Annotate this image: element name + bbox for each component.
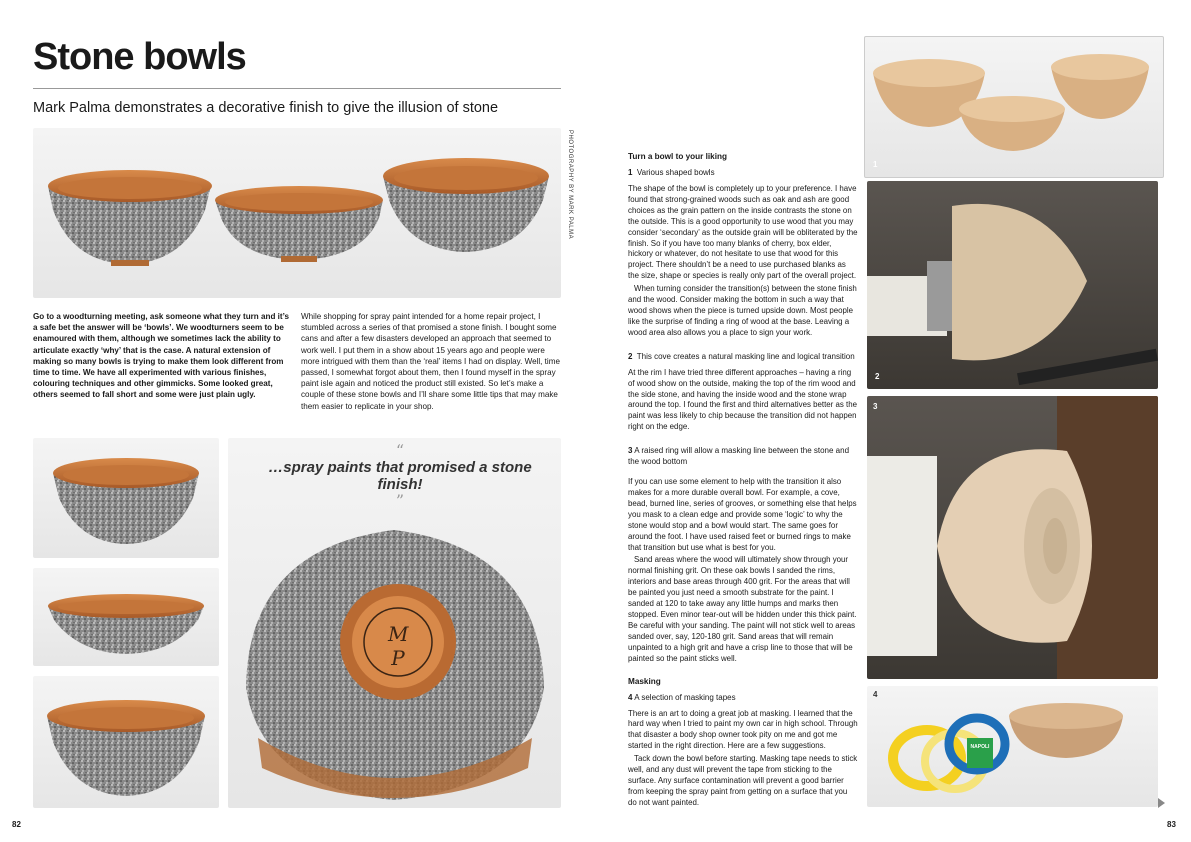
photo-4-masking-tapes (867, 686, 1158, 807)
hero-photo-three-bowls (33, 128, 561, 298)
photo-1-number: 1 (873, 160, 878, 169)
paragraph-transition: When turning consider the transition(s) between the stone finish and the wood. Consider making the bottom in such a way that wood shows when the piece is turned upside down. Most people like the surprise of finding a ring of wood at the base. Leaving a wood area also allows you a place to sign your work. (628, 284, 857, 337)
right-text-column (628, 152, 858, 811)
caption-4 (628, 692, 858, 703)
article-subtitle: Mark Palma demonstrates a decorative finish to give the illusion of stone (33, 100, 499, 116)
paragraph-rim: At the rim I have tried three different approaches – having a ring of wood show on the outside, making the top of the rim wood and the side stone, and having the inside wood and the stone wrap around the top. I found the first and third alternatives better as the paint was less likely to chip because the transition did not happen right on the edge. (628, 367, 857, 432)
caption-2-text: This cove creates a natural masking line and logical transition (636, 351, 855, 361)
page-number-right: 83 (1167, 820, 1176, 829)
photo-3-lathe-raised-ring (867, 396, 1158, 679)
heading-turn-bowl: Turn a bowl to your liking (628, 152, 728, 161)
caption-1-number: 1 (628, 168, 633, 177)
bowl-middle (215, 186, 383, 262)
photo-4-number: 4 (873, 690, 878, 699)
paragraph-tack: Tack down the bowl before starting. Masking tape needs to stick well, and any dust will prevent the tape from sticking to the surface. Any surface contamination will prevent a good barrier from keeping the spray paint from getting on a surface that you do not want painted. (628, 754, 858, 807)
caption-3-text: A raised ring will allow a masking line between the stone and the wood bottom (628, 446, 850, 467)
caption-4-text: A selection of masking tapes (634, 692, 736, 702)
bowl-left (48, 170, 212, 266)
caption-2 (628, 351, 858, 362)
continue-arrow-icon (1158, 798, 1165, 808)
bowl-photo-small-1 (33, 438, 219, 558)
article-title: Stone bowls (33, 36, 246, 78)
pull-quote-text: …spray paints that promised a stone finish! (268, 459, 532, 493)
paragraph-masking-art: There is an art to doing a great job at masking. I learned that the hard way when I tried to paint my own car in high school. Through that disaster a body shop owner took pity on me and got me started in the right direction. Here are a few suggestions. (628, 708, 858, 751)
pull-quote (250, 443, 550, 509)
paragraph-shape: The shape of the bowl is completely up to your preference. I have found that strong-grained woods such as oak and ash are good choices as the grain pattern on the inside contrasts the stone on the outside. This is a good opportunity to use wood that you may consider ‘secondary’ as the outside grain will be obliterated by the finish. So if you have too many blanks of cherry, box elder, hickory or whatever, do not hesitate to use that wood for this project. There shouldn’t be a need to use purchased blanks as the size, shape or species is really only part of the overall project. (628, 184, 858, 281)
caption-2-number: 2 (628, 351, 633, 361)
caption-3-number: 3 (628, 446, 633, 456)
intro-paragraph: Go to a woodturning meeting, ask someone what they turn and it’s a safe bet the answer will be ‘bowls’. We woodturners seem to be enamoured with them, although we sometimes lack the ability to articulate exactly ‘why’ that is the case. A natural extension of making so many bowls is trying to make them look different from time to time. We have all experimented with various finishes, colouring techniques and other gimmicks. Some looked great, others seemed to fall short and some were just plain ugly. (33, 312, 290, 400)
bowl-right (383, 158, 549, 252)
bowl-photo-small-3 (33, 676, 219, 808)
caption-1 (628, 167, 858, 178)
body-paragraph-shopping: While shopping for spray paint intended for a home repair project, I stumbled across a series of that promised a stone finish. I bought some cans and after a few disasters developed an approach that seemed to work well. I put them in a show about 15 years ago and people were more intrigued with them than the ‘real’ items I had on display. Well, time passed, I somewhat forgot about them, then I found myself in the spray paint isle again and noticed the product still existed. So let’s make a couple of these stone bowls and I’ll share some little tips that may make them easier to replicate in your shop. (301, 312, 560, 411)
paragraph-element: If you can use some element to help with the transition it also makes for a more durable overall bowl. For example, a cove, bead, burned line, series of grooves, or something else that helps you mask to a clean edge and provide some ‘logic’ to why the stone would stop and a bowl would start. The same goes for around the foot. I have used raised feet or burned rings to make that transition but use what is best for you. (628, 477, 857, 552)
photo-credit: PHOTOGRAPHY BY MARK PALMA (567, 130, 573, 240)
quote-open-mark: “ (395, 441, 405, 460)
photo-2-number: 2 (875, 372, 880, 381)
caption-4-number: 4 (628, 692, 633, 702)
heading-masking: Masking (628, 676, 661, 686)
maker-logo: M P (388, 622, 409, 670)
caption-3 (628, 445, 858, 467)
title-divider (33, 88, 561, 89)
tape-label: NAPOLI (970, 744, 990, 750)
photo-2-lathe-cove (867, 181, 1158, 389)
caption-1-text: Various shaped bowls (636, 168, 715, 177)
photo-1-various-bowls (864, 36, 1164, 178)
paragraph-sanding: Sand areas where the wood will ultimately show through your normal finishing grit. On these oak bowls I sanded the rims, interiors and base areas through 400 grit. For the areas that will be painted you just need a smooth substrate for the paint. I sanded at 120 to take away any little humps and marks then stopped. Even minor tear-out will be hidden under this thick paint. Be careful with your sanding. The paint will not stick well to areas sanded over, say, 120-180 grit. Sand areas that will remain unpainted to a high grit and have a crisp line to those that will be painted so the paint sticks well. (628, 555, 857, 663)
photo-3-number: 3 (873, 402, 878, 411)
page-number-left: 82 (12, 820, 21, 829)
quote-close-mark: ” (395, 491, 405, 510)
bowl-photo-small-2 (33, 568, 219, 666)
